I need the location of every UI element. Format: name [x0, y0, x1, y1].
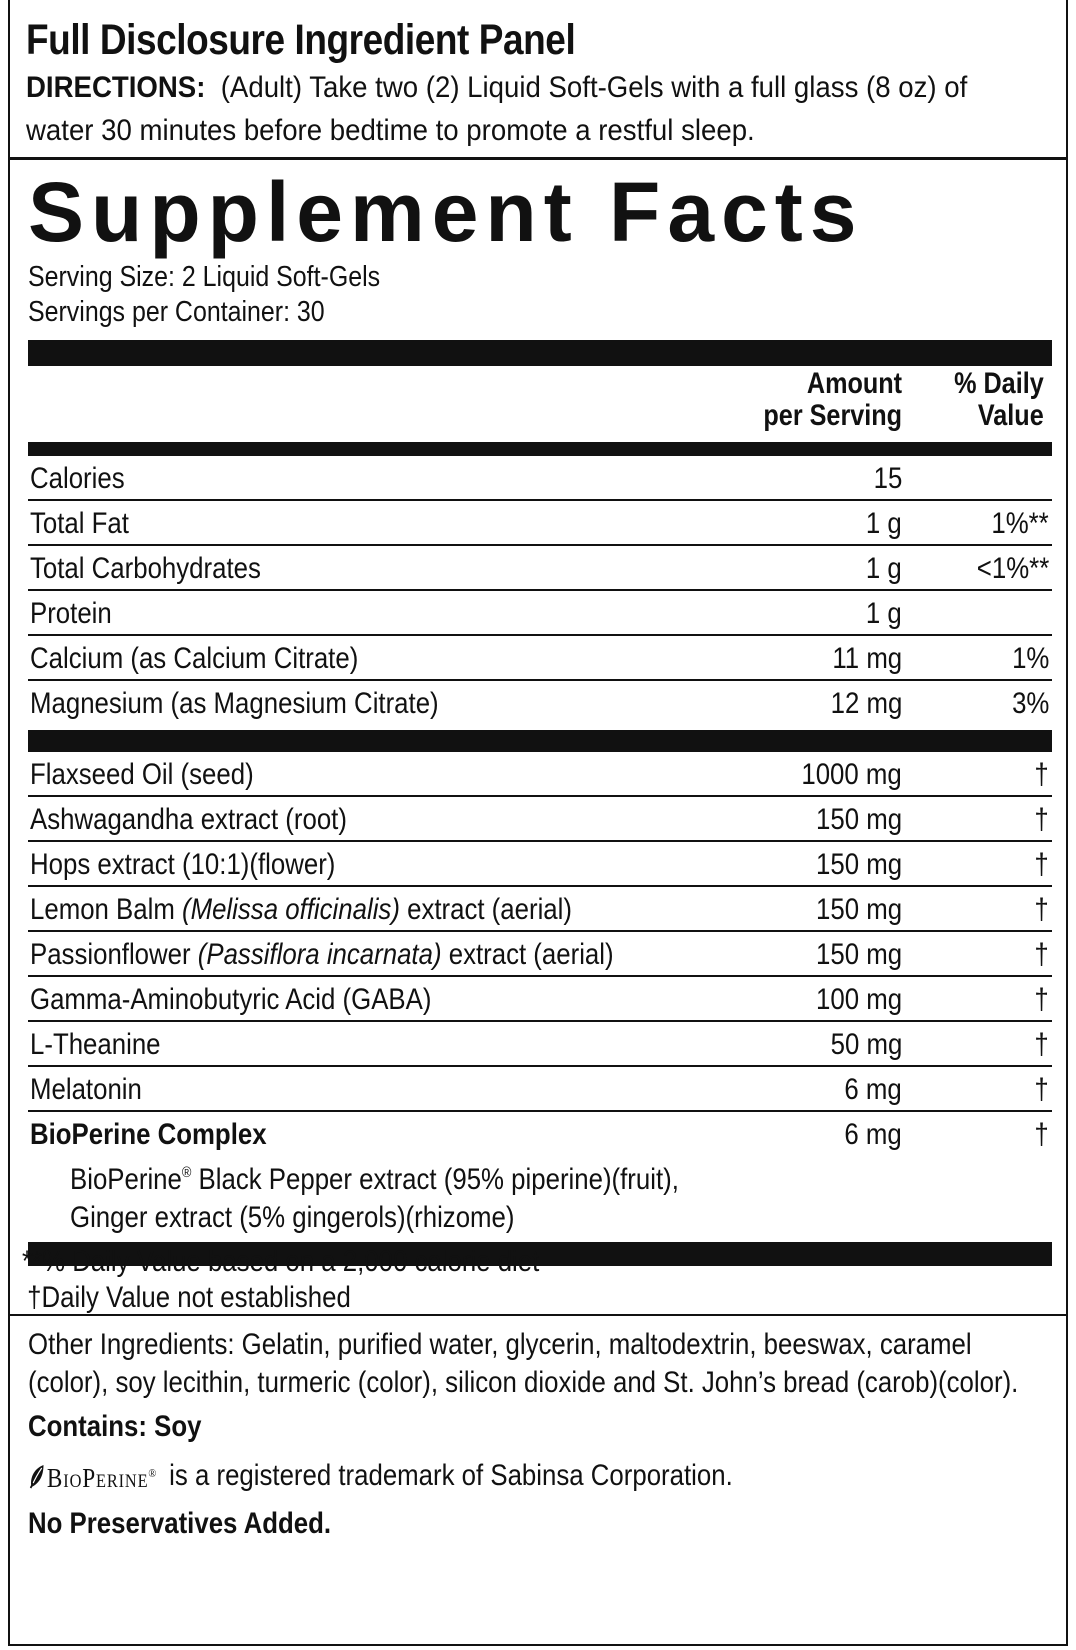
no-preservatives: No Preservatives Added. [28, 1507, 332, 1540]
row-amount: 12 mg [830, 687, 902, 720]
registered-mark: ® [148, 1466, 158, 1480]
panel-title: Full Disclosure Ingredient Panel [26, 16, 576, 64]
footnote-daily-value: **% Daily Value based on a 2,000 calorie diet [22, 1245, 540, 1278]
row-amount: 1000 mg [801, 758, 902, 791]
footnote-dagger: †Daily Value not established [27, 1281, 351, 1314]
table-row [28, 501, 1052, 546]
directions-text: (Adult) Take two (2) Liquid Soft-Gels with a full glass (8 oz) of water 30 minutes before bedtime to promote a restful sleep. [26, 71, 968, 147]
complex-amount: 6 mg [844, 1118, 902, 1151]
row-amount: 100 mg [815, 983, 902, 1016]
other-info [28, 1326, 1058, 1543]
complex-name: BioPerine Complex [30, 1118, 267, 1151]
thick-divider [28, 340, 1052, 366]
col-header-dv-line2: Value [978, 399, 1044, 432]
table-row [28, 752, 1052, 797]
row-dv: † [1034, 803, 1049, 836]
complex-line-1 [70, 1154, 679, 1199]
row-amount: 1 g [866, 597, 902, 630]
table-row [28, 636, 1052, 681]
row-amount: 150 mg [815, 893, 902, 926]
row-dv: † [1034, 1028, 1049, 1061]
row-amount: 1 g [866, 552, 902, 585]
table-row [28, 887, 1052, 932]
row-dv: <1%** [976, 552, 1049, 585]
row-name: Melatonin [30, 1073, 142, 1106]
ingredient-list [28, 752, 1052, 1234]
row-amount: 50 mg [830, 1028, 902, 1061]
table-row [28, 1067, 1052, 1112]
row-amount: 150 mg [815, 803, 902, 836]
row-name: Gamma-Aminobutyric Acid (GABA) [30, 983, 432, 1016]
row-amount: 150 mg [815, 848, 902, 881]
divider [28, 442, 1052, 456]
table-row [28, 797, 1052, 842]
trademark-statement [28, 1454, 914, 1497]
col-header-amount-line1: Amount [806, 367, 902, 400]
row-name: Magnesium (as Magnesium Citrate) [30, 687, 439, 720]
row-dv: 1% [1011, 642, 1049, 675]
table-row [28, 1022, 1052, 1067]
row-name-latin: (Passiflora incarnata) [197, 938, 442, 971]
col-header-amount [763, 368, 902, 432]
complex-line-1-text: Black Pepper extract (95% piperine)(fruit), [191, 1163, 679, 1196]
row-dv: 1%** [991, 507, 1049, 540]
complex-dv: † [1034, 1118, 1049, 1151]
row-name [30, 893, 572, 927]
row-amount: 1 g [866, 507, 902, 540]
panel-header [10, 0, 1066, 160]
complex-line-2: Ginger extract (5% gingerols)(rhizome) [70, 1201, 515, 1234]
col-header-dv-line1: % Daily [954, 367, 1044, 400]
row-name: Protein [30, 597, 112, 630]
bioperine-complex-row [28, 1112, 1052, 1234]
row-name-latin: (Melissa officinalis) [182, 893, 400, 926]
row-dv: † [1034, 893, 1049, 926]
supplement-facts-title: Supplement Facts [28, 165, 864, 259]
complex-components [70, 1154, 679, 1237]
thick-divider [28, 730, 1052, 752]
row-name: Calcium (as Calcium Citrate) [30, 642, 359, 675]
row-name: Total Fat [30, 507, 129, 540]
row-name-post: extract (aerial) [399, 893, 572, 926]
row-dv: † [1034, 848, 1049, 881]
table-row [28, 456, 1052, 501]
registered-mark: ® [181, 1164, 192, 1181]
servings-per-container: Servings per Container: 30 [28, 296, 325, 328]
row-amount: 6 mg [844, 1073, 902, 1106]
complex-line-1-brand: BioPerine [70, 1163, 182, 1196]
table-row [28, 681, 1052, 726]
ingredient-panel [8, 0, 1068, 1646]
row-name: Hops extract (10:1)(flower) [30, 848, 336, 881]
row-name: Total Carbohydrates [30, 552, 261, 585]
supplement-facts [28, 160, 1052, 1266]
directions [26, 66, 1038, 152]
serving-size: Serving Size: 2 Liquid Soft-Gels [28, 261, 381, 293]
table-row [28, 977, 1052, 1022]
row-name: Calories [30, 462, 125, 495]
other-ingredients: Other Ingredients: Gelatin, purified water, glycerin, maltodextrin, beeswax, caramel (color), soy lecithin, turmeric (color), silicon dioxide and St. John’s bread (carob)(color). [28, 1328, 1019, 1399]
nutrient-list [28, 456, 1052, 726]
row-dv: † [1034, 983, 1049, 1016]
row-name-post: extract (aerial) [441, 938, 614, 971]
bioperine-brand-name: BioPerine [46, 1463, 149, 1493]
row-name-pre: Passionflower [30, 938, 198, 971]
row-amount: 11 mg [832, 642, 902, 675]
table-row [28, 932, 1052, 977]
footnotes [10, 1244, 1066, 1316]
column-headers [28, 366, 1052, 442]
row-name [30, 938, 614, 972]
directions-label: DIRECTIONS: [26, 71, 206, 104]
col-header-dv [954, 368, 1044, 432]
row-amount: 15 [873, 462, 902, 495]
table-row [28, 591, 1052, 636]
row-name: Ashwagandha extract (root) [30, 803, 347, 836]
table-row [28, 546, 1052, 591]
bioperine-brand [47, 1454, 157, 1497]
allergen-statement: Contains: Soy [28, 1410, 202, 1443]
col-header-amount-line2: per Serving [763, 399, 902, 432]
row-dv: † [1034, 938, 1049, 971]
table-row [28, 842, 1052, 887]
row-dv: † [1034, 1073, 1049, 1106]
row-name-pre: Lemon Balm [30, 893, 183, 926]
row-dv: † [1034, 758, 1049, 791]
pepper-leaf-icon [28, 1463, 47, 1489]
row-name: Flaxseed Oil (seed) [30, 758, 254, 791]
bioperine-logo [28, 1454, 157, 1497]
row-dv: 3% [1011, 687, 1049, 720]
trademark-text: is a registered trademark of Sabinsa Corporation. [169, 1458, 733, 1492]
row-amount: 150 mg [815, 938, 902, 971]
row-name: L-Theanine [30, 1028, 161, 1061]
